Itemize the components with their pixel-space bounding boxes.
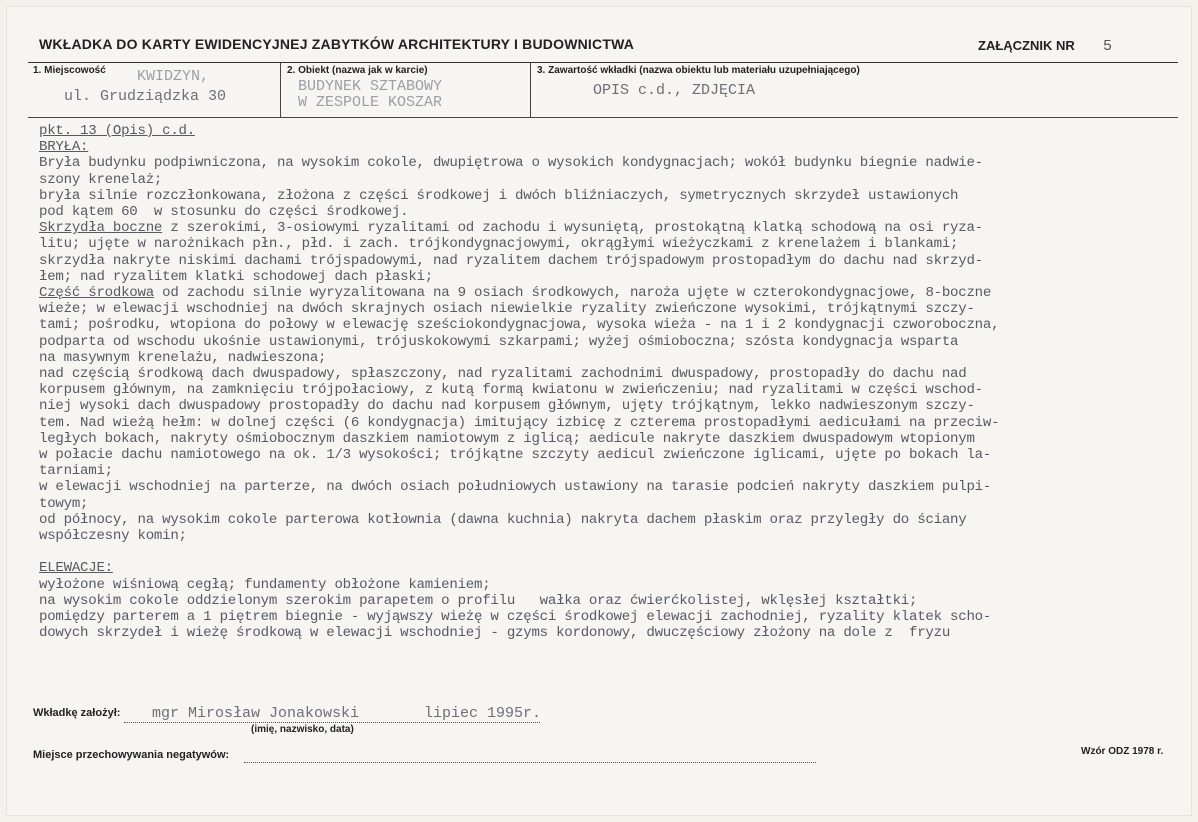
paragraph-4: od zachodu silnie wyryzalitowana na 9 osiach środkowych, naroża ujęte w czterokondygnacjowe, 8-boczne wieże; w elewacji wschodniej na dwóch skrajnych osiach niewielkie ryzality zwieńczone wysokimi, trójkątnymi szczy- tami; pośrodku, wtopiona do połowy w elewację sześciokondygnacjowa, wysoka wieża - na 1 i 2 kondygnacji czworoboczna, podparta od wschodu ukośnie ustawionymi, trójuskokowymi szkarpami; wyżej ośmioboczna; szósta kondygnacja wsparta na masywnym krenelażu, nadwieszona;: [39, 285, 1000, 366]
field-divider-2: [530, 63, 531, 117]
paragraph-4-label: Część środkowa: [39, 285, 154, 302]
author-dotted-line: [124, 722, 540, 723]
author-date: lipiec 1995r.: [424, 705, 542, 722]
paragraph-1: Bryła budynku podpiwniczona, na wysokim cokole, dwupiętrowa o wysokich kondygnacjach; wokół budynku biegnie nadwie- szony krenelaż;: [39, 155, 983, 188]
locality-label: 1. Miejscowość: [33, 65, 106, 76]
storage-dotted-line: [244, 762, 816, 763]
object-label: 2. Obiekt (nazwa jak w karcie): [287, 65, 428, 76]
author-hint: (imię, nazwisko, data): [251, 724, 354, 735]
paragraph-7: wyłożone wiśniową cegłą; fundamenty obłożone kamieniem; na wysokim cokole oddzielonym szerokim parapetem o profilu wałka oraz ćwierćkolistej, wklęsłej kształtki; pomiędzy parterem a 1 piętrem biegnie - wyjąwszy wieżę w części środkowej elewacji zachodniej, ryzality klatek scho- dowych skrzydeł i wieżę środkową w elewacji wschodniej - gzyms kordonowy, dwuczęściowy złożony na dole z fryzu: [39, 576, 992, 642]
contents-label: 3. Zawartość wkładki (nazwa obiektu lub materiału uzupełniającego): [537, 65, 860, 76]
object-value-line2: W ZESPOLE KOSZAR: [298, 94, 443, 111]
contents-value: OPIS c.d., ZDJĘCIA: [593, 82, 756, 99]
field-divider-1: [280, 63, 281, 117]
annex-number: 5: [1103, 38, 1113, 55]
locality-value-line2: ul. Grudziądzka 30: [64, 88, 227, 105]
point-heading: pkt. 13 (Opis) c.d.: [39, 123, 195, 139]
header-rule: [28, 62, 1178, 63]
paragraph-3: z szerokimi, 3-osiowymi ryzalitami od zachodu i wysuniętą, prostokątną klatką schodową na osi ryza- litu; ujęte w narożnikach płn., płd. i zach. trójkondygnacjowymi, okrągłymi wieżyczkami z krenelażem i blankami; skrzydła nakryte niskimi dachami trójspadowymi, nad ryzalitem dachem trójspadowym prostopadłym do dachu nad skrzyd- łem; nad ryzalitem klatki schodowej dach płaski;: [39, 220, 983, 285]
section-heading-elewacje: ELEWACJE:: [39, 560, 113, 577]
fields-rule: [28, 117, 1178, 118]
paragraph-3-label: Skrzydła boczne: [39, 220, 163, 237]
form-code: Wzór ODZ 1978 r.: [1081, 746, 1164, 757]
record-insert-card: [6, 6, 1192, 816]
paragraph-2: bryła silnie rozczłonkowana, złożona z części środkowej i dwóch bliźniaczych, symetrycznych skrzydeł ustawionych pod kątem 60 w stosunku do części środkowej.: [39, 187, 959, 221]
author-label: Wkładkę założył:: [33, 707, 121, 719]
description-body: [39, 123, 999, 642]
locality-value-line1: KWIDZYN,: [137, 68, 210, 85]
author-name: mgr Mirosław Jonakowski: [152, 705, 360, 722]
paragraph-5: nad częścią środkową dach dwuspadowy, spłaszczony, nad ryzalitami zachodnimi dwuspadowy, prostopadły do dachu nad korpusem głównym, na zamknięciu trójpołaciowy, z kutą formą kwiatonu w zwieńczeniu; nad ryzalitami w części wschod- niej wysoki dach dwuspadowy prostopadły do dachu nad korpusem głównym, ujęty trójkątnym, lekko nadwieszonym szczy- tem. Nad wieżą hełm: w dolnej części (6 kondygnacja) imitujący izbicę z czterema prostopadłymi aedicułami na przeciw- ległych bokach, nakryty ośmiobocznym daszkiem namiotowym z iglicą; aedicule nakryte daszkiem dwuspadowym wtopionym w połacie dachu namiotowego na ok. 1/3 wysokości; trójkątne szczyty aedicul zwieńczone iglicami, ujęte po bokach la- tarniami;: [39, 366, 1000, 480]
form-title: WKŁADKA DO KARTY EWIDENCYJNEJ ZABYTKÓW ARCHITEKTURY I BUDOWNICTWA: [39, 36, 635, 52]
paragraph-6: w elewacji wschodniej na parterze, na dwóch osiach południowych ustawiony na tarasie podcień nakryty daszkiem pulpi- towym; od północy, na wysokim cokole parterowa kotłownia (dawna kuchnia) nakryta dachem płaskim oraz przyległy do ściany współczesny komin;: [39, 479, 992, 545]
object-value-line1: BUDYNEK SZTABOWY: [298, 78, 443, 95]
section-heading-bryla: BRYŁA:: [39, 139, 89, 156]
storage-label: Miejsce przechowywania negatywów:: [33, 749, 230, 761]
annex-label: ZAŁĄCZNIK NR: [978, 38, 1075, 53]
